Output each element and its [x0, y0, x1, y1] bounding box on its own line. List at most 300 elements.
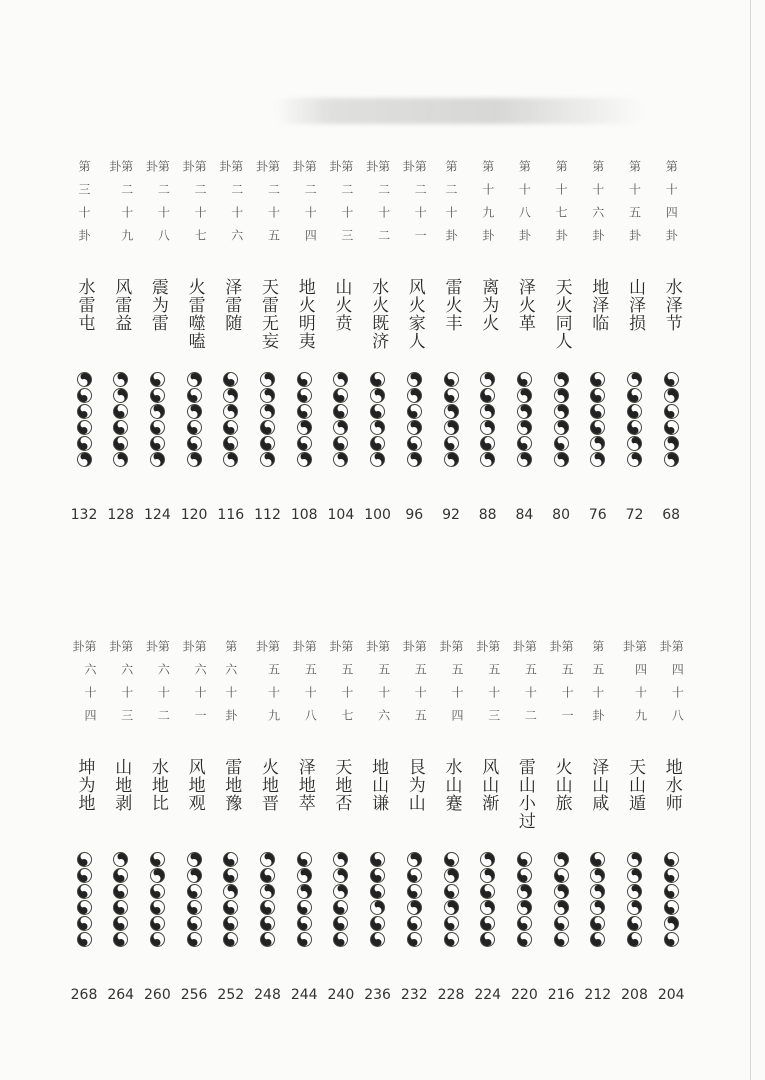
page-number: 244: [290, 987, 318, 1003]
page-number: 88: [478, 507, 497, 523]
yin-yang-icon: [407, 884, 422, 899]
yin-yang-icon: [223, 436, 238, 451]
hexagram-name: 地山谦: [368, 758, 389, 812]
yin-yang-icon: [333, 884, 348, 899]
yin-yang-icon: [444, 900, 459, 915]
yin-yang-icon: [517, 932, 532, 947]
yin-yang-icon: [664, 452, 679, 467]
yin-yang-icon: [77, 372, 92, 387]
yin-yang-icon: [297, 372, 312, 387]
hexagram-name: 风雷益: [111, 278, 132, 332]
yin-yang-icon: [77, 436, 92, 451]
hexagram-entry: [433, 160, 469, 523]
hexagram-entry: [506, 640, 542, 1003]
yin-yang-icon: [370, 420, 385, 435]
yin-yang-icon: [627, 916, 642, 931]
yin-yang-icon: [297, 404, 312, 419]
hexagram-symbol-stack: [113, 852, 128, 947]
page-number: 228: [437, 987, 465, 1003]
yin-yang-icon: [554, 900, 569, 915]
hexagram-entry: [323, 160, 359, 523]
yin-yang-icon: [223, 420, 238, 435]
hexagram-ordinal: 第六十一卦: [181, 640, 208, 732]
page-number: 120: [180, 507, 208, 523]
hexagram-symbol-stack: [297, 852, 312, 947]
hexagram-name: 雷地豫: [221, 758, 242, 812]
yin-yang-icon: [627, 404, 642, 419]
hexagram-entry: [103, 160, 139, 523]
yin-yang-icon: [370, 868, 385, 883]
hexagram-symbol-stack: [223, 852, 238, 947]
hexagram-symbol-stack: [260, 852, 275, 947]
hexagram-ordinal: 第六十四卦: [71, 640, 97, 732]
yin-yang-icon: [150, 868, 165, 883]
hexagram-name: 火山旅: [551, 758, 572, 812]
hexagram-symbol-stack: [590, 852, 605, 947]
yin-yang-icon: [223, 884, 238, 899]
yin-yang-icon: [333, 436, 348, 451]
hexagram-symbol-stack: [113, 372, 128, 467]
page-number: 124: [144, 507, 171, 523]
hexagram-name: 风地观: [184, 758, 205, 812]
hexagram-symbol-stack: [444, 852, 459, 947]
yin-yang-icon: [187, 404, 202, 419]
hexagram-entry: [580, 640, 616, 1003]
page-number: 84: [515, 507, 534, 523]
hexagram-name: 泽火革: [514, 278, 535, 332]
yin-yang-icon: [77, 900, 92, 915]
yin-yang-icon: [150, 372, 165, 387]
hexagram-symbol-stack: [664, 852, 679, 947]
hexagram-ordinal: 第四十九卦: [621, 640, 648, 732]
hexagram-ordinal: 第五十六卦: [364, 640, 391, 732]
hexagram-symbol-stack: [480, 852, 495, 947]
hexagram-symbol-stack: [297, 372, 312, 467]
hexagram-name: 雷火丰: [441, 278, 462, 332]
hexagram-entry: [470, 640, 506, 1003]
yin-yang-icon: [223, 900, 238, 915]
yin-yang-icon: [407, 404, 422, 419]
yin-yang-icon: [664, 900, 679, 915]
yin-yang-icon: [297, 916, 312, 931]
hexagram-ordinal: 第二十卦: [444, 160, 458, 252]
hexagram-entry: [139, 640, 175, 1003]
hexagram-name: 泽地萃: [294, 758, 315, 812]
hexagram-ordinal: 第二十一卦: [401, 160, 428, 252]
yin-yang-icon: [333, 868, 348, 883]
hexagram-entry: [360, 160, 396, 523]
yin-yang-icon: [77, 452, 92, 467]
yin-yang-icon: [370, 388, 385, 403]
yin-yang-icon: [260, 852, 275, 867]
page-number: 132: [70, 507, 98, 523]
yin-yang-icon: [370, 900, 385, 915]
yin-yang-icon: [77, 404, 92, 419]
hexagram-name: 地火明夷: [294, 278, 315, 350]
blurred-header-band: [275, 98, 645, 124]
hexagram-name: 风山渐: [478, 758, 499, 812]
yin-yang-icon: [223, 852, 238, 867]
yin-yang-icon: [627, 852, 642, 867]
yin-yang-icon: [297, 388, 312, 403]
yin-yang-icon: [77, 852, 92, 867]
yin-yang-icon: [444, 436, 459, 451]
hexagram-name: 水火既济: [368, 278, 389, 350]
yin-yang-icon: [407, 916, 422, 931]
yin-yang-icon: [223, 868, 238, 883]
hexagram-name: 风火家人: [404, 278, 425, 350]
yin-yang-icon: [627, 436, 642, 451]
hexagram-ordinal: 第十七卦: [554, 160, 569, 252]
page-number: 256: [180, 987, 208, 1003]
yin-yang-icon: [113, 420, 128, 435]
yin-yang-icon: [150, 932, 165, 947]
hexagram-ordinal: 第五十七卦: [327, 640, 354, 732]
yin-yang-icon: [370, 916, 385, 931]
yin-yang-icon: [444, 388, 459, 403]
hexagram-name: 地水师: [661, 758, 682, 812]
yin-yang-icon: [297, 452, 312, 467]
hexagram-ordinal: 第五十五卦: [401, 640, 428, 732]
yin-yang-icon: [260, 452, 275, 467]
yin-yang-icon: [260, 932, 275, 947]
yin-yang-icon: [260, 884, 275, 899]
yin-yang-icon: [150, 900, 165, 915]
hexagram-ordinal: 第六十二卦: [144, 640, 171, 732]
hexagram-entry: [250, 160, 286, 523]
yin-yang-icon: [113, 932, 128, 947]
yin-yang-icon: [260, 372, 275, 387]
page-number: 232: [400, 987, 428, 1003]
yin-yang-icon: [113, 436, 128, 451]
hexagram-ordinal: 第二十二卦: [364, 160, 391, 252]
hexagram-ordinal: 第四十八卦: [658, 640, 685, 732]
yin-yang-icon: [480, 916, 495, 931]
yin-yang-icon: [480, 388, 495, 403]
hexagram-symbol-stack: [150, 852, 165, 947]
yin-yang-icon: [333, 900, 348, 915]
hexagram-symbol-stack: [150, 372, 165, 467]
hexagram-name: 火雷噬嗑: [184, 278, 205, 350]
hexagram-name: 山泽损: [625, 278, 645, 332]
hexagram-symbol-stack: [260, 372, 275, 467]
page-number: 212: [584, 987, 612, 1003]
yin-yang-icon: [187, 932, 202, 947]
yin-yang-icon: [150, 420, 165, 435]
yin-yang-icon: [480, 868, 495, 883]
hexagram-name: 泽山咸: [588, 758, 609, 812]
yin-yang-icon: [333, 372, 348, 387]
page-number: 208: [621, 987, 648, 1003]
hexagram-entry: [506, 160, 542, 523]
hexagram-symbol-stack: [407, 852, 422, 947]
hexagram-ordinal: 第二十六卦: [217, 160, 244, 252]
yin-yang-icon: [113, 916, 128, 931]
yin-yang-icon: [113, 404, 128, 419]
hexagram-entry: [250, 640, 286, 1003]
yin-yang-icon: [187, 452, 202, 467]
hexagram-name: 水山蹇: [441, 758, 462, 812]
yin-yang-icon: [444, 916, 459, 931]
yin-yang-icon: [370, 452, 385, 467]
yin-yang-icon: [480, 452, 495, 467]
yin-yang-icon: [517, 916, 532, 931]
yin-yang-icon: [517, 868, 532, 883]
hexagram-entry: [433, 640, 469, 1003]
page-number: 116: [217, 507, 245, 523]
hexagram-name: 离为火: [478, 278, 499, 332]
yin-yang-icon: [444, 420, 459, 435]
page-edge-line: [750, 0, 751, 1080]
yin-yang-icon: [187, 388, 202, 403]
yin-yang-icon: [297, 900, 312, 915]
hexagram-name: 水雷屯: [74, 278, 95, 332]
hexagram-symbol-stack: [480, 372, 495, 467]
hexagram-name: 水泽节: [661, 278, 682, 332]
yin-yang-icon: [407, 852, 422, 867]
hexagram-name: 天地否: [331, 758, 352, 812]
yin-yang-icon: [517, 420, 532, 435]
yin-yang-icon: [223, 916, 238, 931]
yin-yang-icon: [333, 388, 348, 403]
yin-yang-icon: [444, 884, 459, 899]
yin-yang-icon: [407, 420, 422, 435]
yin-yang-icon: [590, 868, 605, 883]
page-number: 236: [364, 987, 391, 1003]
hexagram-ordinal: 第二十七卦: [181, 160, 208, 252]
yin-yang-icon: [113, 388, 128, 403]
yin-yang-icon: [370, 404, 385, 419]
hexagram-entry: [396, 160, 432, 523]
hexagram-symbol-stack: [554, 372, 569, 467]
hexagram-name: 坤为地: [74, 758, 95, 812]
yin-yang-icon: [113, 900, 128, 915]
yin-yang-icon: [407, 900, 422, 915]
yin-yang-icon: [77, 388, 92, 403]
yin-yang-icon: [517, 404, 532, 419]
hexagram-symbol-stack: [333, 852, 348, 947]
hexagram-entry: [176, 640, 212, 1003]
hexagram-entry: [653, 640, 689, 1003]
yin-yang-icon: [223, 932, 238, 947]
hexagram-ordinal: 第五十二卦: [511, 640, 538, 732]
yin-yang-icon: [260, 916, 275, 931]
yin-yang-icon: [627, 420, 642, 435]
yin-yang-icon: [554, 868, 569, 883]
hexagram-name: 山地剥: [111, 758, 132, 812]
yin-yang-icon: [260, 420, 275, 435]
yin-yang-icon: [150, 404, 165, 419]
yin-yang-icon: [77, 420, 92, 435]
yin-yang-icon: [370, 372, 385, 387]
hexagram-ordinal: 第二十四卦: [291, 160, 318, 252]
yin-yang-icon: [187, 884, 202, 899]
yin-yang-icon: [113, 852, 128, 867]
yin-yang-icon: [480, 436, 495, 451]
yin-yang-icon: [370, 852, 385, 867]
hexagram-ordinal: 第十六卦: [590, 160, 605, 252]
yin-yang-icon: [260, 388, 275, 403]
page-number: 268: [70, 987, 98, 1003]
hexagram-symbol-stack: [627, 372, 642, 467]
hexagram-name: 艮为山: [404, 758, 425, 812]
hexagram-entry: [470, 160, 506, 523]
page-number: 252: [217, 987, 245, 1003]
yin-yang-icon: [627, 868, 642, 883]
yin-yang-icon: [150, 388, 165, 403]
yin-yang-icon: [554, 916, 569, 931]
yin-yang-icon: [590, 420, 605, 435]
page-number: 76: [588, 507, 607, 523]
yin-yang-icon: [297, 884, 312, 899]
page-number: 96: [405, 507, 424, 523]
yin-yang-icon: [480, 900, 495, 915]
yin-yang-icon: [554, 852, 569, 867]
yin-yang-icon: [664, 916, 679, 931]
yin-yang-icon: [333, 452, 348, 467]
yin-yang-icon: [627, 932, 642, 947]
yin-yang-icon: [444, 452, 459, 467]
yin-yang-icon: [187, 372, 202, 387]
yin-yang-icon: [554, 932, 569, 947]
page-number: 112: [254, 507, 281, 523]
hexagram-name: 天火同人: [551, 278, 572, 350]
yin-yang-icon: [113, 868, 128, 883]
hexagram-ordinal: 第三十卦: [77, 160, 91, 252]
hexagram-entry: [213, 640, 249, 1003]
yin-yang-icon: [554, 452, 569, 467]
page-number: 216: [547, 987, 575, 1003]
yin-yang-icon: [150, 916, 165, 931]
yin-yang-icon: [664, 404, 679, 419]
yin-yang-icon: [664, 372, 679, 387]
hexagram-entry: [617, 160, 653, 523]
yin-yang-icon: [444, 932, 459, 947]
hexagram-ordinal: 第二十八卦: [144, 160, 171, 252]
yin-yang-icon: [554, 420, 569, 435]
hexagram-entry: [176, 160, 212, 523]
hexagram-name: 水地比: [147, 758, 168, 812]
yin-yang-icon: [554, 436, 569, 451]
hexagram-symbol-stack: [187, 852, 202, 947]
yin-yang-icon: [480, 932, 495, 947]
hexagram-symbol-stack: [664, 372, 679, 467]
yin-yang-icon: [590, 372, 605, 387]
yin-yang-icon: [480, 404, 495, 419]
page-number: 100: [364, 507, 391, 523]
hexagram-name: 天雷无妄: [258, 278, 278, 350]
hexagram-entry: [360, 640, 396, 1003]
yin-yang-icon: [223, 452, 238, 467]
page-number: 68: [662, 507, 681, 523]
yin-yang-icon: [77, 868, 92, 883]
hexagram-symbol-stack: [77, 372, 92, 467]
page-number: 220: [511, 987, 538, 1003]
yin-yang-icon: [554, 404, 569, 419]
hexagram-symbol-stack: [187, 372, 202, 467]
hexagram-ordinal: 第五十八卦: [291, 640, 318, 732]
hexagram-entry: [396, 640, 432, 1003]
yin-yang-icon: [627, 884, 642, 899]
hexagram-ordinal: 第五十卦: [590, 640, 605, 732]
hexagram-name: 地泽临: [588, 278, 609, 332]
yin-yang-icon: [113, 452, 128, 467]
hexagram-symbol-stack: [370, 852, 385, 947]
yin-yang-icon: [480, 884, 495, 899]
yin-yang-icon: [187, 852, 202, 867]
hexagram-symbol-stack: [517, 372, 532, 467]
yin-yang-icon: [297, 852, 312, 867]
yin-yang-icon: [590, 388, 605, 403]
hexagram-ordinal: 第十四卦: [664, 160, 679, 252]
page-number: 80: [552, 507, 570, 523]
yin-yang-icon: [297, 420, 312, 435]
yin-yang-icon: [407, 372, 422, 387]
hexagram-entry: [103, 640, 139, 1003]
hexagram-entry: [66, 640, 102, 1003]
yin-yang-icon: [150, 884, 165, 899]
page-number: 92: [442, 507, 460, 523]
yin-yang-icon: [297, 868, 312, 883]
hexagram-ordinal: 第五十三卦: [474, 640, 501, 732]
yin-yang-icon: [517, 436, 532, 451]
page-number: 260: [144, 987, 171, 1003]
yin-yang-icon: [590, 852, 605, 867]
hexagram-ordinal: 第十八卦: [517, 160, 532, 252]
yin-yang-icon: [113, 884, 128, 899]
yin-yang-icon: [590, 436, 605, 451]
yin-yang-icon: [187, 868, 202, 883]
hexagram-symbol-stack: [370, 372, 385, 467]
hexagram-ordinal: 第十九卦: [480, 160, 495, 252]
hexagram-name: 泽雷随: [221, 278, 242, 332]
hexagram-entry: [66, 160, 102, 523]
yin-yang-icon: [150, 436, 165, 451]
yin-yang-icon: [333, 404, 348, 419]
yin-yang-icon: [297, 932, 312, 947]
yin-yang-icon: [664, 436, 679, 451]
hexagram-ordinal: 第五十四卦: [438, 640, 464, 732]
hexagram-symbol-stack: [444, 372, 459, 467]
hexagram-entry: [139, 160, 175, 523]
hexagram-entry: [286, 640, 322, 1003]
yin-yang-icon: [664, 932, 679, 947]
yin-yang-icon: [187, 900, 202, 915]
yin-yang-icon: [187, 916, 202, 931]
yin-yang-icon: [223, 404, 238, 419]
yin-yang-icon: [77, 916, 92, 931]
yin-yang-icon: [554, 884, 569, 899]
yin-yang-icon: [407, 388, 422, 403]
yin-yang-icon: [333, 932, 348, 947]
yin-yang-icon: [260, 404, 275, 419]
hexagram-ordinal: 第二十五卦: [254, 160, 281, 252]
yin-yang-icon: [517, 372, 532, 387]
yin-yang-icon: [223, 372, 238, 387]
yin-yang-icon: [517, 884, 532, 899]
hexagram-entry: [543, 640, 579, 1003]
hexagram-entry: [617, 640, 653, 1003]
hexagram-entry: [323, 640, 359, 1003]
hexagram-ordinal: 第六十卦: [223, 640, 238, 732]
page-number: 128: [107, 507, 135, 523]
yin-yang-icon: [627, 452, 642, 467]
yin-yang-icon: [260, 436, 275, 451]
page-number: 204: [657, 987, 685, 1003]
yin-yang-icon: [664, 420, 679, 435]
yin-yang-icon: [407, 932, 422, 947]
yin-yang-icon: [664, 884, 679, 899]
